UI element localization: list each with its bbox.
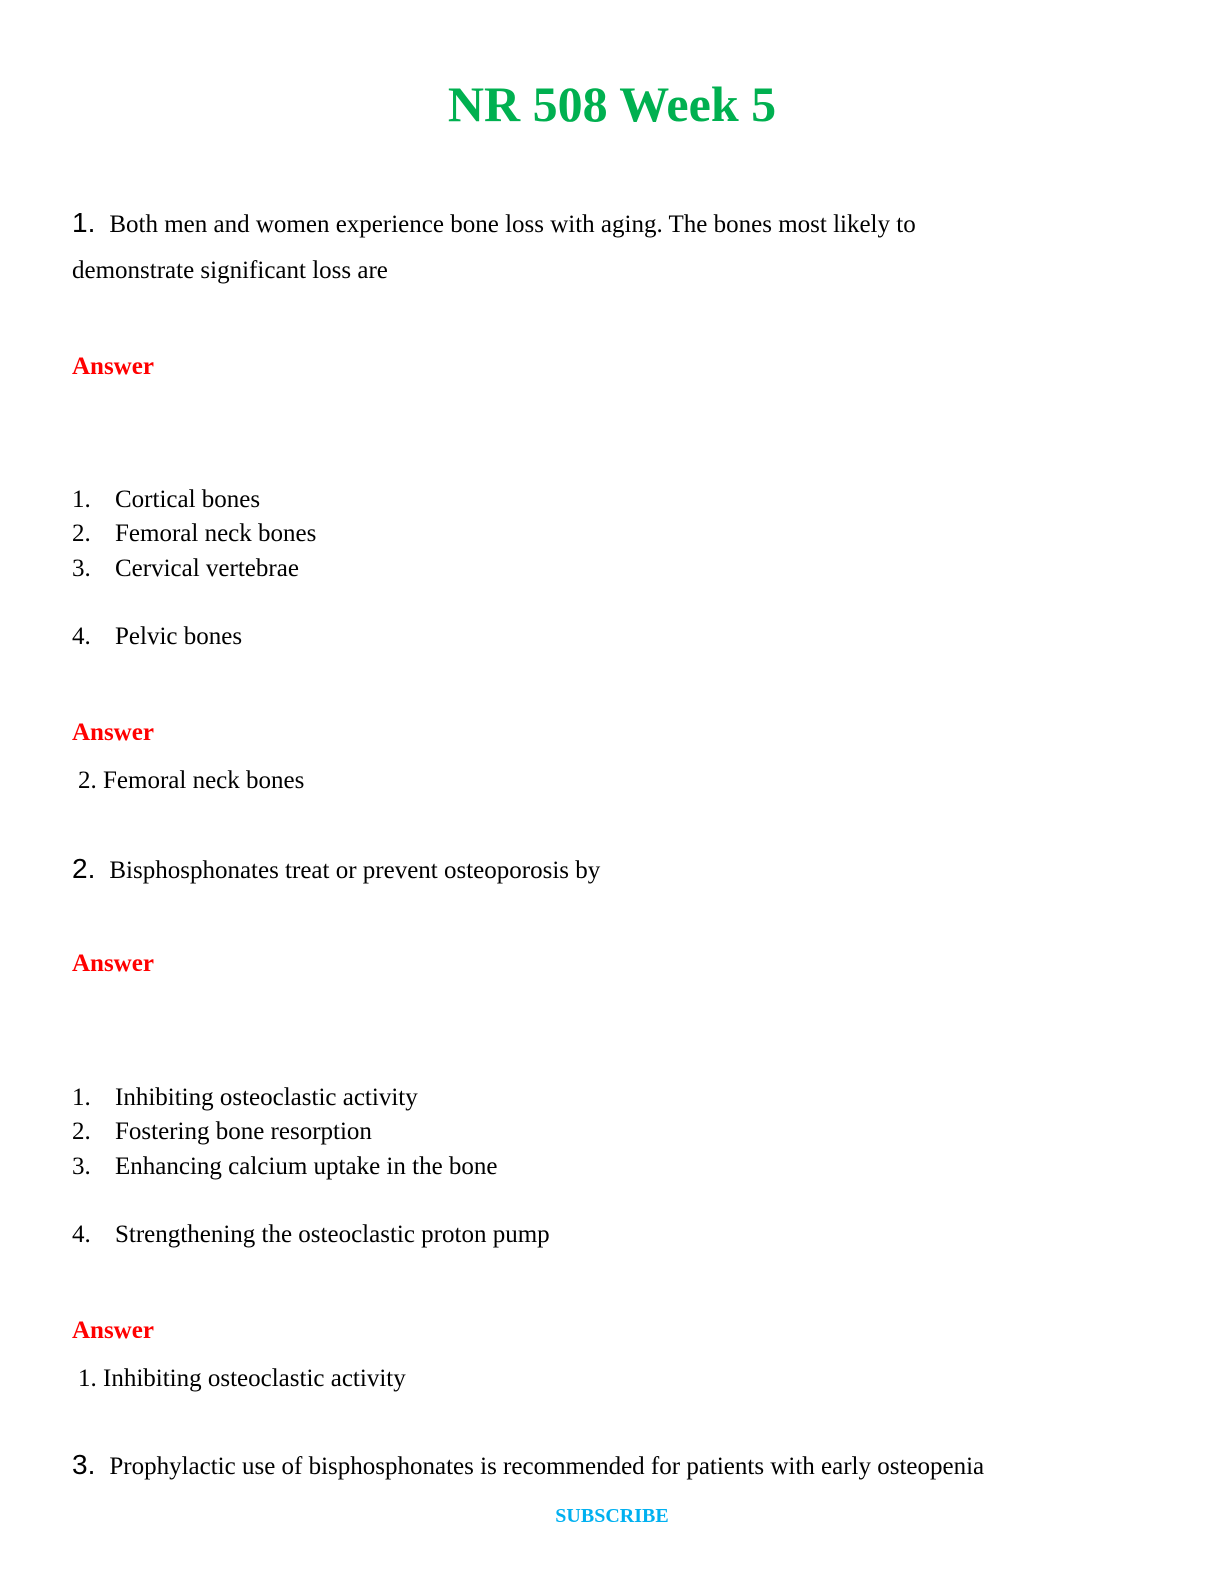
question-number: 1. — [72, 207, 96, 238]
question-text: Prophylactic use of bisphosphonates is recommended for patients with early osteopenia — [109, 1453, 985, 1480]
question-text-continued: demonstrate significant loss are — [72, 257, 388, 284]
answer-label: Answer — [72, 950, 154, 977]
option-item: 3. Cervical vertebrae — [72, 555, 299, 582]
question-2 — [72, 845, 600, 894]
option-item: 1. Inhibiting osteoclastic activity — [72, 1084, 418, 1111]
correct-answer: 2. Femoral neck bones — [78, 767, 305, 794]
option-item: 1. Cortical bones — [72, 486, 261, 513]
option-item: 4. Pelvic bones — [72, 623, 243, 650]
question-text: Bisphosphonates treat or prevent osteoporosis by — [109, 857, 601, 884]
question-text: Both men and women experience bone loss with aging. The bones most likely to — [109, 211, 916, 238]
subscribe-link[interactable]: SUBSCRIBE — [555, 1505, 669, 1527]
page-title: NR 508 Week 5 — [447, 76, 777, 132]
correct-answer: 1. Inhibiting osteoclastic activity — [78, 1365, 406, 1392]
answer-label: Answer — [72, 1317, 154, 1344]
answer-label: Answer — [72, 719, 154, 746]
option-item: 2. Femoral neck bones — [72, 520, 317, 547]
option-item: 4. Strengthening the osteoclastic proton pump — [72, 1221, 550, 1248]
question-1 — [72, 199, 916, 248]
answer-label: Answer — [72, 353, 154, 380]
option-item: 3. Enhancing calcium uptake in the bone — [72, 1153, 498, 1180]
question-3 — [72, 1441, 984, 1490]
question-number: 2. — [72, 853, 96, 884]
option-item: 2. Fostering bone resorption — [72, 1118, 372, 1145]
question-number: 3. — [72, 1449, 96, 1480]
